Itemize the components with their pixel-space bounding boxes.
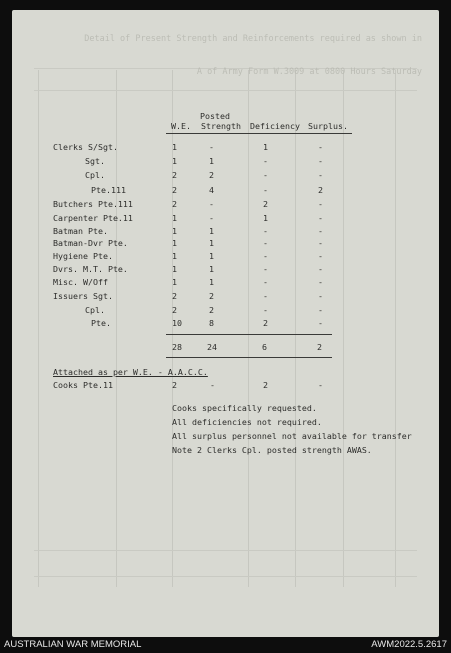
- row-label: Butchers Pte.111: [53, 199, 133, 209]
- row-label: Hygiene Pte.: [53, 251, 113, 261]
- note-2: All deficiencies not required.: [172, 417, 322, 427]
- row-we: 2: [172, 170, 177, 180]
- table-row: [0, 317, 451, 329]
- row-label: Issuers Sgt.: [53, 291, 113, 301]
- row-we: 1: [172, 213, 177, 223]
- row-we: 2: [172, 380, 177, 390]
- row-deficiency: -: [263, 238, 268, 248]
- row-surplus: -: [318, 226, 323, 236]
- row-deficiency: -: [263, 277, 268, 287]
- row-deficiency: -: [263, 226, 268, 236]
- totals-rule-top: [166, 334, 332, 335]
- row-surplus: -: [318, 305, 323, 315]
- row-deficiency: -: [263, 264, 268, 274]
- row-surplus: -: [318, 170, 323, 180]
- table-row: [0, 155, 451, 167]
- row-deficiency: -: [263, 251, 268, 261]
- row-label: Batman Pte.: [53, 226, 108, 236]
- row-label: Cpl.: [85, 305, 105, 315]
- note-4: Note 2 Clerks Cpl. posted strength AWAS.: [172, 445, 372, 455]
- row-we: 2: [172, 305, 177, 315]
- row-deficiency: -: [263, 305, 268, 315]
- row-posted: 2: [209, 305, 214, 315]
- totals-row: [0, 341, 451, 353]
- bleed-line-1: Detail of Present Strength and Reinforcements required as shown in: [84, 34, 422, 44]
- row-posted: -: [210, 380, 215, 390]
- row-posted: -: [209, 199, 214, 209]
- row-label: Misc. W/Off: [53, 277, 108, 287]
- table-row: [0, 212, 451, 224]
- row-label: Clerks S/Sgt.: [53, 142, 118, 152]
- row-posted: 1: [209, 226, 214, 236]
- total-posted: 24: [207, 342, 217, 352]
- row-surplus: -: [318, 264, 323, 274]
- row-we: 10: [172, 318, 182, 328]
- footer-accession: AWM2022.5.2617: [371, 639, 447, 650]
- row-label: Batman-Dvr Pte.: [53, 238, 128, 248]
- row-deficiency: 1: [263, 213, 268, 223]
- total-we: 28: [172, 342, 182, 352]
- row-surplus: -: [318, 251, 323, 261]
- row-posted: 1: [209, 238, 214, 248]
- row-we: 1: [172, 226, 177, 236]
- bleed-line-2: A of Army Form W.3009 at 0800 Hours Saturday: [196, 67, 422, 77]
- table-row: [0, 276, 451, 288]
- totals-rule-bottom: [166, 357, 332, 358]
- row-deficiency: -: [263, 170, 268, 180]
- row-label: Cpl.: [85, 170, 105, 180]
- table-row: [0, 141, 451, 153]
- row-surplus: -: [318, 213, 323, 223]
- row-we: 1: [172, 251, 177, 261]
- row-surplus: -: [318, 142, 323, 152]
- row-posted: 4: [209, 185, 214, 195]
- header-underline: [166, 133, 352, 134]
- row-posted: 2: [209, 170, 214, 180]
- total-deficiency: 6: [262, 342, 267, 352]
- note-1: Cooks specifically requested.: [172, 403, 317, 413]
- row-deficiency: 2: [263, 318, 268, 328]
- surplus-header: Surplus.: [308, 121, 348, 131]
- row-we: 2: [172, 185, 177, 195]
- attached-heading: Attached as per W.E. - A.A.C.C.: [53, 367, 208, 377]
- note-3: All surplus personnel not available for transfer: [172, 431, 412, 441]
- deficiency-header: Deficiency: [250, 121, 300, 131]
- table-row: [0, 290, 451, 302]
- table-row: [0, 250, 451, 262]
- row-deficiency: 2: [263, 380, 268, 390]
- row-posted: 1: [209, 251, 214, 261]
- row-label: Dvrs. M.T. Pte.: [53, 264, 128, 274]
- posted-header-top: Posted: [200, 111, 230, 121]
- footer-institution: AUSTRALIAN WAR MEMORIAL: [4, 639, 142, 650]
- row-deficiency: -: [263, 156, 268, 166]
- row-label: Carpenter Pte.11: [53, 213, 133, 223]
- row-surplus: -: [318, 318, 323, 328]
- table-row: [0, 184, 451, 196]
- row-deficiency: -: [263, 291, 268, 301]
- table-row: [0, 225, 451, 237]
- table-row: [0, 304, 451, 316]
- row-surplus: -: [318, 199, 323, 209]
- row-label: Cooks Pte.11: [53, 380, 113, 390]
- row-we: 1: [172, 277, 177, 287]
- row-we: 1: [172, 142, 177, 152]
- row-surplus: -: [318, 277, 323, 287]
- row-surplus: -: [318, 156, 323, 166]
- row-we: 1: [172, 264, 177, 274]
- row-posted: -: [209, 213, 214, 223]
- row-we: 1: [172, 156, 177, 166]
- row-label: Pte.: [91, 318, 111, 328]
- row-surplus: -: [318, 291, 323, 301]
- row-deficiency: 2: [263, 199, 268, 209]
- total-surplus: 2: [317, 342, 322, 352]
- row-we: 2: [172, 199, 177, 209]
- table-row: [0, 263, 451, 275]
- table-row: [0, 198, 451, 210]
- row-deficiency: 1: [263, 142, 268, 152]
- row-surplus: -: [318, 380, 323, 390]
- row-label: Sgt.: [85, 156, 105, 166]
- we-header: W.E.: [171, 121, 191, 131]
- row-posted: 1: [209, 156, 214, 166]
- row-posted: 2: [209, 291, 214, 301]
- attached-row: [0, 379, 451, 391]
- row-label: Pte.111: [91, 185, 126, 195]
- posted-header-bottom: Strength: [201, 121, 241, 131]
- row-posted: 8: [209, 318, 214, 328]
- archive-footer: [0, 637, 451, 653]
- row-posted: 1: [209, 277, 214, 287]
- table-row: [0, 169, 451, 181]
- row-we: 1: [172, 238, 177, 248]
- row-posted: -: [209, 142, 214, 152]
- row-surplus: -: [318, 238, 323, 248]
- row-posted: 1: [209, 264, 214, 274]
- table-row: [0, 237, 451, 249]
- row-deficiency: -: [263, 185, 268, 195]
- row-we: 2: [172, 291, 177, 301]
- row-surplus: 2: [318, 185, 323, 195]
